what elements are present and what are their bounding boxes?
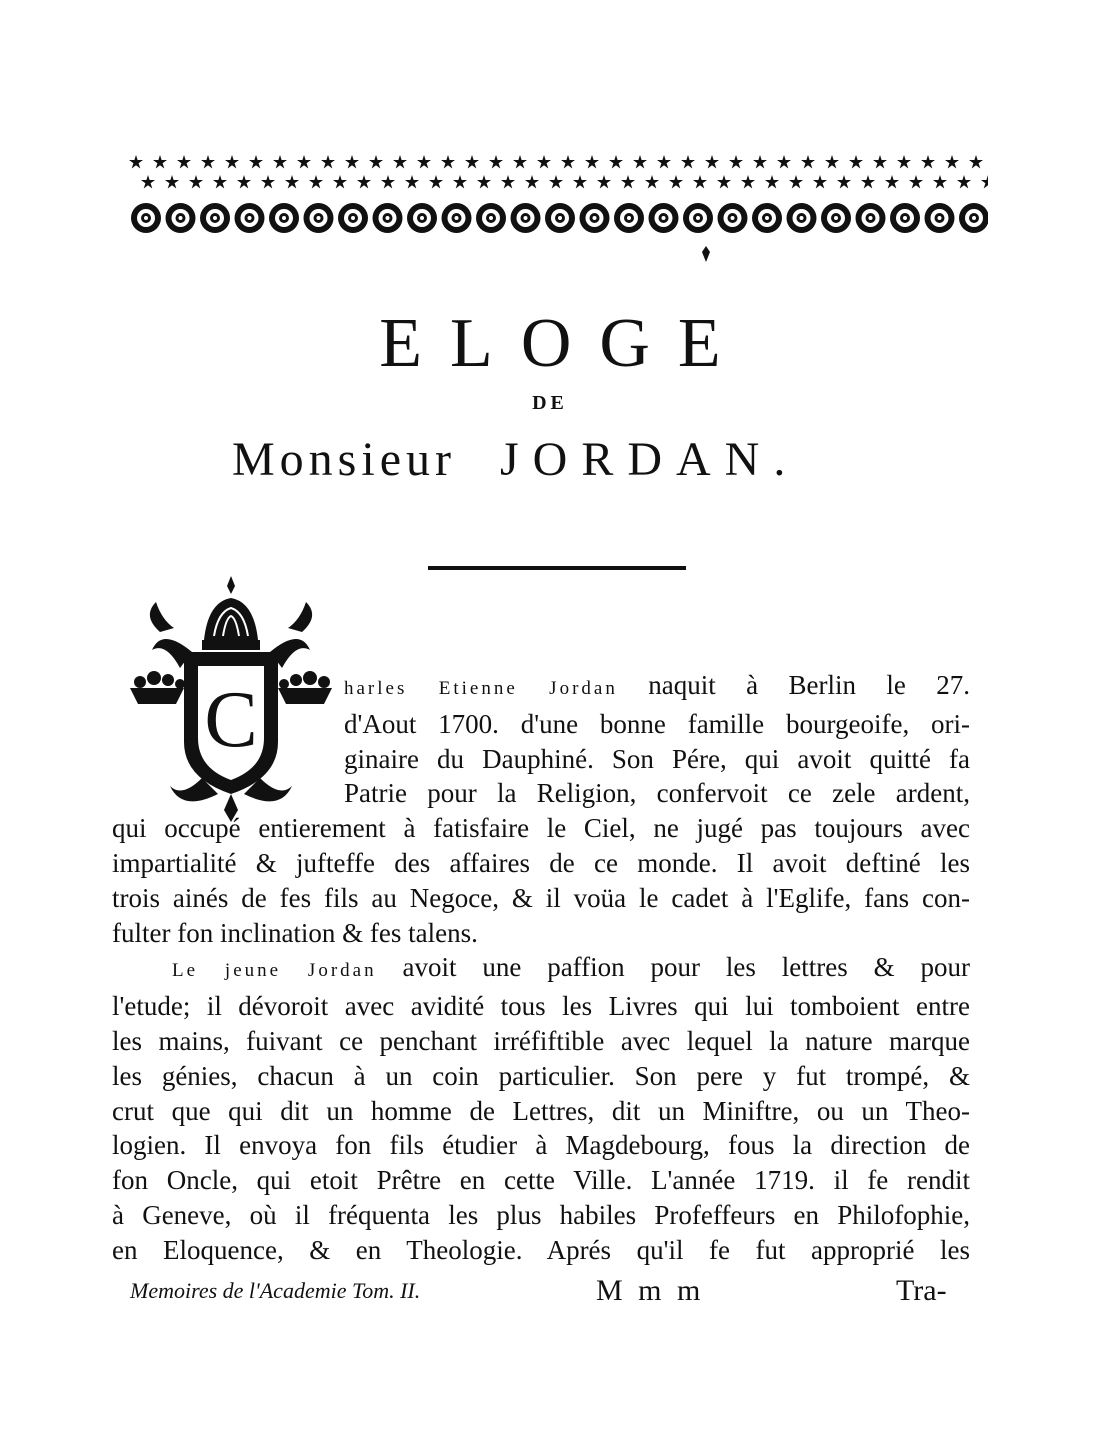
- text-line-5: qui occupé entierement à fatisfaire le Ciel, ne jugé pas toujours avec: [112, 813, 970, 844]
- star-mark: [981, 175, 988, 189]
- star-mark: [933, 175, 947, 189]
- drop-cap-letter: C: [204, 676, 258, 764]
- flower-mark: [580, 203, 610, 233]
- star-mark: [213, 175, 227, 189]
- text-line-6: impartialité & jufteffe des affaires de ce monde. Il avoit deftiné les: [112, 847, 970, 878]
- text-line-9: [112, 950, 970, 989]
- star-mark: [225, 155, 239, 169]
- star-mark: [957, 175, 971, 189]
- star-mark: [189, 175, 203, 189]
- page-footer: [0, 1274, 1100, 1314]
- star-mark: [861, 175, 875, 189]
- star-mark: [909, 175, 923, 189]
- flower-mark: [476, 203, 506, 233]
- star-mark: [681, 155, 695, 169]
- star-mark: [489, 155, 503, 169]
- text-line-15: fon Oncle, qui etoit Prêtre en cette Ville. L'année 1719. il fe rendit: [112, 1165, 970, 1196]
- star-mark: [141, 175, 155, 189]
- star-mark: [357, 175, 371, 189]
- star-mark: [645, 175, 659, 189]
- subtitle-jordan: JORDAN.: [499, 433, 800, 486]
- star-mark: [741, 175, 755, 189]
- title-preposition: DE: [532, 392, 568, 414]
- star-mark: [573, 175, 587, 189]
- star-mark: [537, 155, 551, 169]
- flower-mark: [442, 203, 472, 233]
- star-mark: [969, 155, 983, 169]
- ornament-pendant: [700, 246, 712, 262]
- star-mark: [369, 155, 383, 169]
- star-mark: [549, 175, 563, 189]
- flower-mark: [373, 203, 403, 233]
- star-mark: [153, 155, 167, 169]
- signature-mark: M m m: [596, 1274, 705, 1307]
- text-line-4: Patrie pour la Religion, confervoit ce zele ardent,: [344, 778, 970, 809]
- star-mark: [525, 175, 539, 189]
- star-mark: [825, 155, 839, 169]
- flower-mark: [614, 203, 644, 233]
- star-mark: [201, 155, 215, 169]
- star-mark: [249, 155, 263, 169]
- star-mark: [609, 155, 623, 169]
- star-mark: [621, 175, 635, 189]
- star-mark: [333, 175, 347, 189]
- text-line-1-rest: naquit à Berlin le 27.: [617, 670, 970, 700]
- flower-mark: [200, 203, 230, 233]
- flower-mark: [787, 203, 817, 233]
- star-mark: [945, 155, 959, 169]
- page-title: ELOGE: [379, 305, 749, 382]
- star-mark: [753, 155, 767, 169]
- flower-mark: [959, 203, 988, 233]
- star-mark: [897, 155, 911, 169]
- star-mark: [837, 175, 851, 189]
- star-mark: [921, 155, 935, 169]
- star-mark: [669, 175, 683, 189]
- subtitle-monsieur: Monsieur: [232, 433, 456, 486]
- flower-mark: [821, 203, 851, 233]
- star-mark: [345, 155, 359, 169]
- star-mark: [417, 155, 431, 169]
- flower-ornament-band: [128, 196, 988, 246]
- star-mark: [873, 155, 887, 169]
- star-mark: [885, 175, 899, 189]
- star-mark: [261, 175, 275, 189]
- text-line-7: trois ainés de fes fils au Negoce, & il voüa le cadet à l'Eglife, fans con-: [112, 882, 970, 913]
- small-caps-name: harles Etienne Jordan: [344, 678, 618, 699]
- star-mark: [321, 155, 335, 169]
- star-mark: [381, 175, 395, 189]
- star-mark: [717, 175, 731, 189]
- flower-mark: [718, 203, 748, 233]
- star-mark: [393, 155, 407, 169]
- text-line-13: crut que qui dit un homme de Lettres, dit un Miniftre, ou un Theo-: [112, 1095, 970, 1126]
- star-mark: [585, 155, 599, 169]
- text-line-14: logien. Il envoya fon fils étudier à Magdebourg, fous la direction de: [112, 1130, 970, 1161]
- star-mark: [309, 175, 323, 189]
- text-line-12: les génies, chacun à un coin particulier. Son pere y fut trompé, &: [112, 1060, 970, 1091]
- text-line-8: fulter fon inclination & fes talens.: [112, 917, 478, 948]
- text-line-11: les mains, fuivant ce penchant irréfiftible avec lequel la nature marque: [112, 1025, 970, 1056]
- star-mark: [129, 155, 143, 169]
- flower-mark: [752, 203, 782, 233]
- star-mark: [513, 155, 527, 169]
- star-mark: [789, 175, 803, 189]
- title-rule: [428, 566, 686, 570]
- star-mark: [765, 175, 779, 189]
- star-mark: [597, 175, 611, 189]
- star-mark: [657, 155, 671, 169]
- flower-mark: [235, 203, 265, 233]
- flower-mark: [856, 203, 886, 233]
- star-mark: [453, 175, 467, 189]
- text-line-2: d'Aout 1700. d'une bonne famille bourgeoife, ori-: [344, 708, 970, 739]
- star-mark: [849, 155, 863, 169]
- flower-mark: [925, 203, 955, 233]
- catchword: Tra-: [896, 1274, 947, 1307]
- star-mark: [273, 155, 287, 169]
- star-mark: [813, 175, 827, 189]
- star-mark: [405, 175, 419, 189]
- flower-mark: [407, 203, 437, 233]
- star-mark: [477, 175, 491, 189]
- flower-mark: [269, 203, 299, 233]
- text-line-1: [344, 668, 970, 707]
- star-mark: [285, 175, 299, 189]
- flower-mark: [338, 203, 368, 233]
- text-line-16: à Geneve, où il fréquenta les plus habiles Profeffeurs en Philofophie,: [112, 1199, 970, 1230]
- star-mark: [465, 155, 479, 169]
- body-text: [112, 668, 970, 1268]
- star-mark: [693, 175, 707, 189]
- flower-mark: [890, 203, 920, 233]
- text-line-9-rest: avoit une paffion pour les lettres & pour: [376, 952, 970, 983]
- star-mark: [705, 155, 719, 169]
- star-mark: [501, 175, 515, 189]
- stars-ornament-band: [128, 150, 988, 194]
- flower-mark: [166, 203, 196, 233]
- star-mark: [633, 155, 647, 169]
- text-line-10: l'etude; il dévoroit avec avidité tous les Livres qui lui tomboient entre: [112, 991, 970, 1022]
- text-line-17: en Eloquence, & en Theologie. Aprés qu'il fe fut approprié les: [112, 1234, 970, 1265]
- star-mark: [441, 155, 455, 169]
- flower-mark: [304, 203, 334, 233]
- small-caps-jeune-jordan: Le jeune Jordan: [172, 960, 377, 982]
- footer-signature-text: Memoires de l'Academie Tom. II.: [130, 1278, 421, 1303]
- star-mark: [729, 155, 743, 169]
- star-mark: [165, 175, 179, 189]
- flower-mark: [683, 203, 713, 233]
- text-line-3: ginaire du Dauphiné. Son Pére, qui avoit quitté fa: [344, 743, 970, 774]
- flower-mark: [131, 203, 161, 233]
- page-subtitle: [232, 430, 872, 490]
- flower-mark: [649, 203, 679, 233]
- star-mark: [237, 175, 251, 189]
- star-mark: [801, 155, 815, 169]
- flower-mark: [511, 203, 541, 233]
- star-mark: [429, 175, 443, 189]
- star-mark: [777, 155, 791, 169]
- star-mark: [177, 155, 191, 169]
- star-mark: [561, 155, 575, 169]
- flower-mark: [545, 203, 575, 233]
- star-mark: [297, 155, 311, 169]
